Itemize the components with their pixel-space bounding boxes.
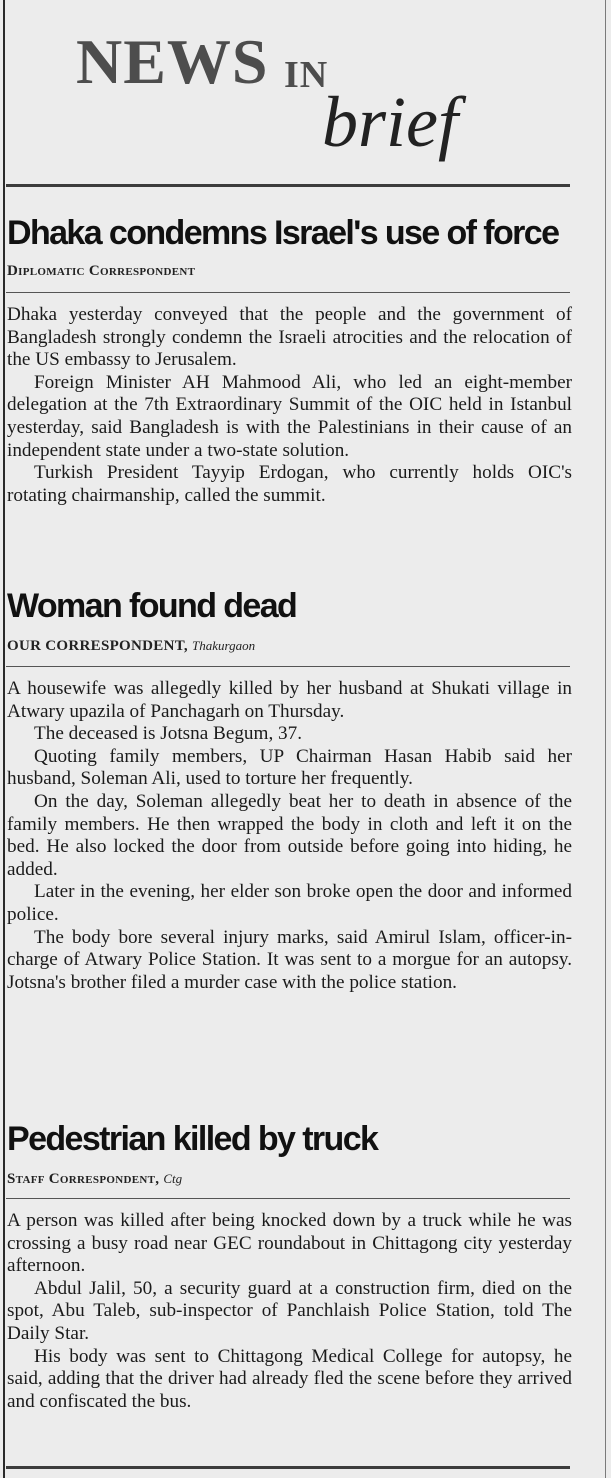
article-body bbox=[7, 1210, 572, 1413]
article-byline bbox=[7, 637, 255, 655]
byline-location: Thakurgaon bbox=[192, 638, 256, 653]
article-paragraph: Abdul Jalil, 50, a security guard at a construction firm, died on the spot, Abu Taleb, sub-inspector of Panchlaish Police Station, told The Daily Star. bbox=[7, 1277, 572, 1344]
byline-rule bbox=[6, 666, 570, 667]
article-paragraph: The deceased is Jotsna Begum, 37. bbox=[34, 723, 303, 745]
article-paragraph: The body bore several injury marks, said Amirul Islam, officer-in-charge of Atwary Police Station. It was sent to a morgue for an autopsy. Jotsna's brother filed a murder case with the police station. bbox=[7, 926, 572, 993]
byline-author: Staff Correspondent, bbox=[7, 1171, 160, 1187]
article-body bbox=[7, 678, 572, 994]
article-body bbox=[7, 304, 572, 507]
article-byline bbox=[7, 1170, 182, 1188]
article-headline: Dhaka condemns Israel's use of force bbox=[7, 214, 559, 252]
article-headline: Woman found dead bbox=[7, 587, 297, 625]
article-paragraph: A housewife was allegedly killed by her husband at Shukati village in Atwary upazila of Panchagarh on Thursday. bbox=[7, 678, 572, 722]
masthead-rule bbox=[6, 184, 570, 187]
article-paragraph: Foreign Minister AH Mahmood Ali, who led an eight-member delegation at the 7th Extraordinary Summit of the OIC held in Istanbul yesterday, said Bangladesh is with the Palestinians in their cause of an independent state under a two-state solution. bbox=[7, 371, 572, 461]
article-paragraph: On the day, Soleman allegedly beat her to death in absence of the family members. He then wrapped the body in cloth and left it on the bed. He also locked the door from outside before going into hiding, he added. bbox=[7, 790, 572, 880]
left-column-rule bbox=[3, 0, 5, 1478]
right-column-rule bbox=[605, 0, 606, 1478]
article-paragraph: Later in the evening, her elder son broke open the door and informed police. bbox=[7, 881, 572, 925]
article-paragraph: A person was killed after being knocked down by a truck while he was crossing a busy road near GEC roundabout in Chittagong city yesterday afternoon. bbox=[7, 1210, 572, 1277]
masthead-in: IN bbox=[284, 54, 329, 96]
byline-author: OUR CORRESPONDENT, bbox=[7, 638, 188, 654]
bottom-rule bbox=[6, 1466, 570, 1469]
masthead-news: NEWS bbox=[76, 26, 269, 97]
section-masthead bbox=[76, 20, 516, 180]
article-byline bbox=[7, 262, 195, 280]
byline-rule bbox=[6, 1198, 570, 1199]
article-paragraph: Dhaka yesterday conveyed that the people and the government of Bangladesh strongly condemn the Israeli atrocities and the relocation of the US embassy to Jerusalem. bbox=[7, 304, 572, 371]
masthead-brief: brief bbox=[322, 82, 458, 162]
byline-location: Ctg bbox=[163, 1171, 183, 1186]
article-paragraph: Turkish President Tayyip Erdogan, who currently holds OIC's rotating chairmanship, called the summit. bbox=[7, 462, 572, 506]
article-headline: Pedestrian killed by truck bbox=[7, 1120, 378, 1158]
article-paragraph: Quoting family members, UP Chairman Hasan Habib said her husband, Soleman Ali, used to torture her frequently. bbox=[7, 745, 572, 790]
byline-rule bbox=[6, 292, 570, 293]
article-paragraph: His body was sent to Chittagong Medical College for autopsy, he said, adding that the driver had already fled the scene before they arrived and confiscated the bus. bbox=[7, 1345, 572, 1412]
byline-author: Diplomatic Correspondent bbox=[7, 263, 196, 279]
